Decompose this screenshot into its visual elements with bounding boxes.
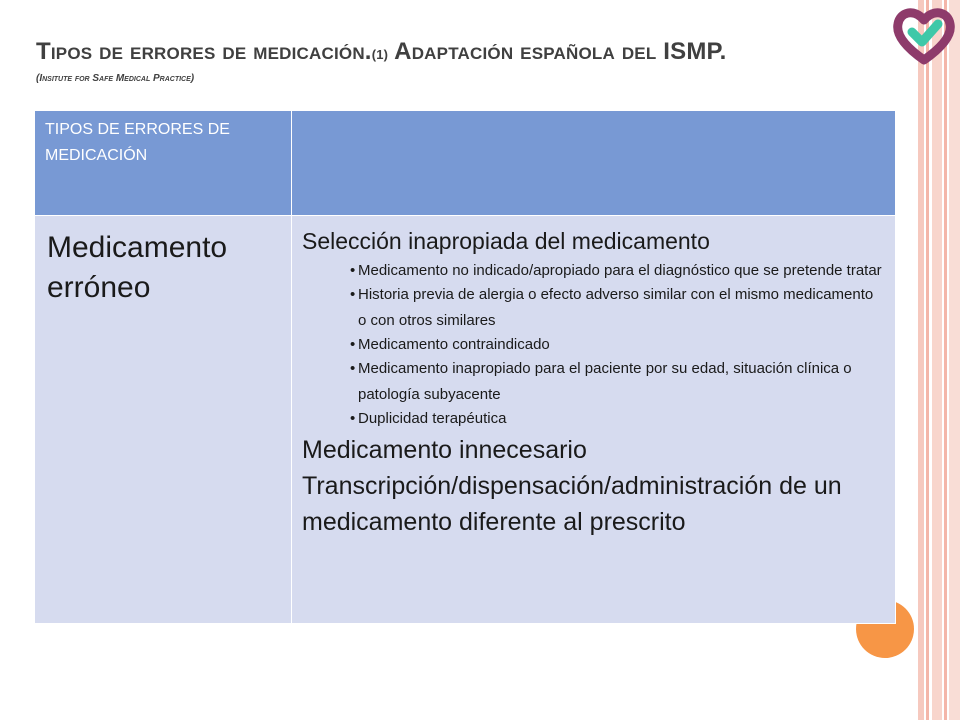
bullet-text: Medicamento inapropiado para el paciente por su edad, situación clínica o patología subyacente <box>358 360 852 403</box>
list-item <box>350 356 885 408</box>
table-header-row <box>35 111 896 216</box>
bullet-dot-icon: • <box>350 336 356 353</box>
bullet-dot-icon: • <box>350 262 356 279</box>
bullet-text: Medicamento no indicado/apropiado para el diagnóstico que se pretende tratar <box>358 262 882 279</box>
heart-logo-icon <box>892 4 956 66</box>
row-label: Medicamento erróneo <box>47 231 228 304</box>
list-item <box>350 258 885 284</box>
bullet-text: Medicamento contraindicado <box>358 336 550 353</box>
row-content <box>292 216 895 540</box>
error-types-table <box>34 110 896 624</box>
list-item <box>350 282 885 334</box>
subtype-heading-2: Medicamento innecesario <box>302 436 587 464</box>
bullet-dot-icon: • <box>350 360 356 377</box>
list-item <box>350 332 885 358</box>
bullet-dot-icon: • <box>350 410 356 427</box>
list-item <box>350 406 885 432</box>
title-reference: (1) <box>371 47 389 62</box>
header-label-type: TIPOS DE ERRORES DE MEDICACIÓN <box>45 121 230 164</box>
header-label-empty <box>292 111 895 117</box>
table-row <box>35 216 896 624</box>
subtype-heading-3: Transcripción/dispensación/administración de un medicamento diferente al prescrito <box>302 472 842 536</box>
row-content-cell <box>292 216 896 624</box>
bullet-text: Historia previa de alergia o efecto adverso similar con el mismo medicamento o con otros similares <box>358 286 874 329</box>
subtype-bullet-list <box>302 258 885 432</box>
title-part-2: Adaptación española del ISMP. <box>394 38 727 65</box>
subtype-heading-1: Selección inapropiada del medicamento <box>302 228 710 254</box>
slide-subtitle: (Insitute for Safe Medical Practice) <box>36 73 195 84</box>
header-cell-empty <box>292 111 896 216</box>
bullet-dot-icon: • <box>350 286 356 303</box>
title-part-1: Tipos de errores de medicación. <box>36 38 372 65</box>
row-label-cell <box>35 216 292 624</box>
header-cell-type <box>35 111 292 216</box>
bullet-text: Duplicidad terapéutica <box>358 410 507 427</box>
slide-title <box>36 38 896 66</box>
right-edge-stripes <box>918 0 960 720</box>
